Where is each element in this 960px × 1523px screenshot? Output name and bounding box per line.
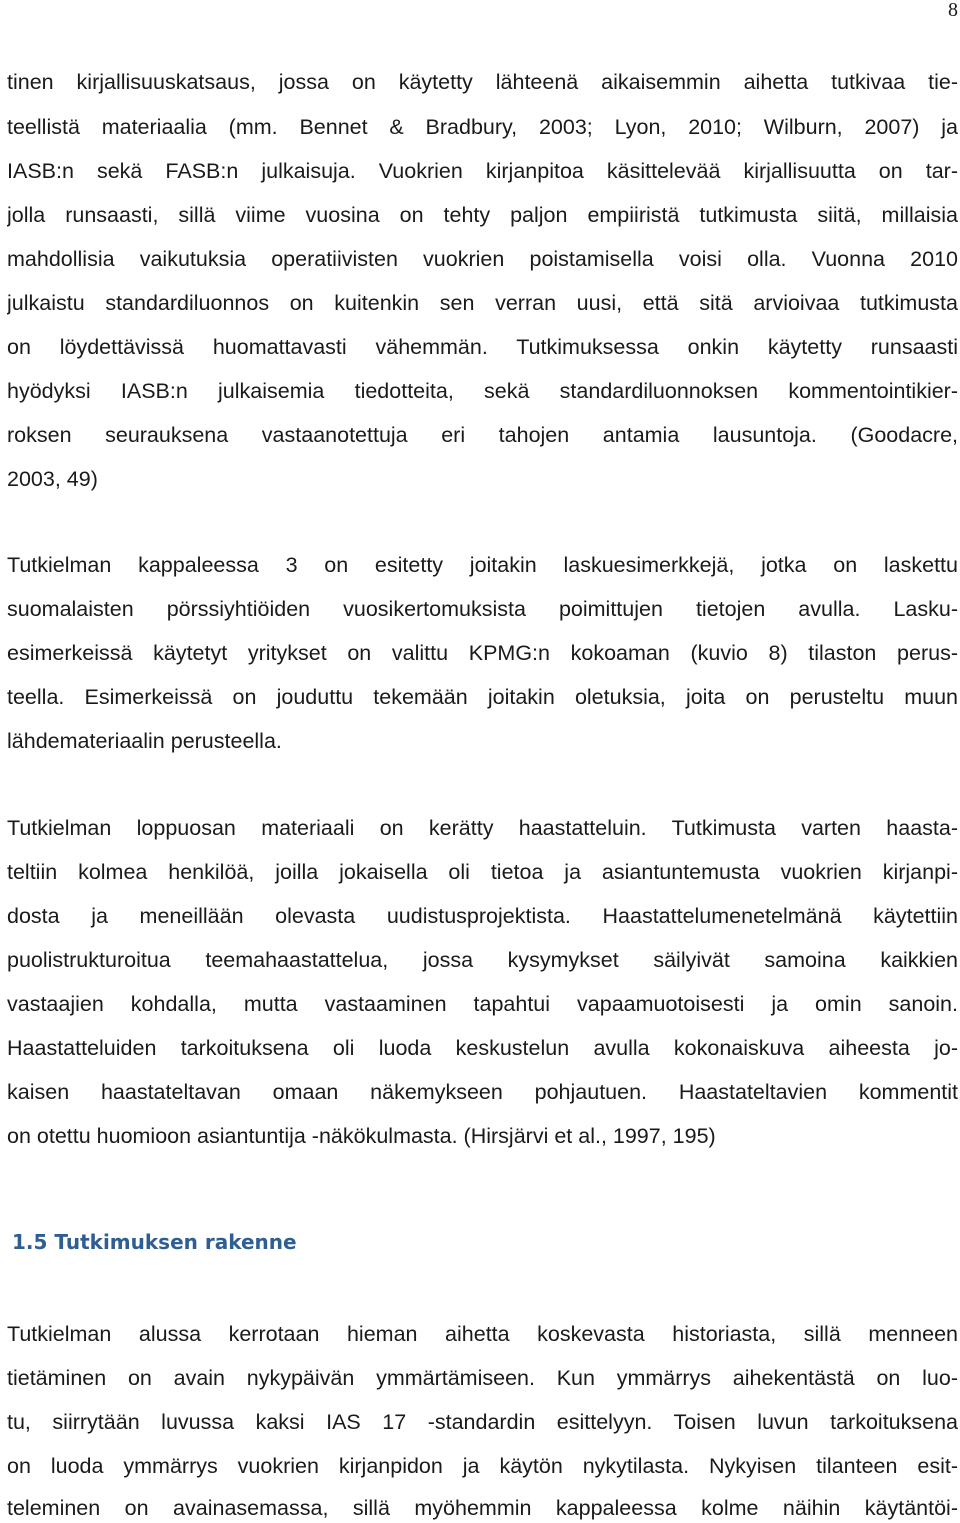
text-line: 2003, 49)	[7, 467, 98, 491]
text-line: teella. Esimerkeissä on jouduttu tekemään joitakin oletuksia, joita on perusteltu muun	[7, 685, 958, 709]
text-line: kaisen haastateltavan omaan näkemykseen pohjautuen. Haastateltavien kommentit	[7, 1080, 958, 1104]
text-line: dosta ja meneillään olevasta uudistusprojektista. Haastattelumenetelmänä käytettiin	[7, 904, 958, 928]
text-line: mahdollisia vaikutuksia operatiivisten vuokrien poistamisella voisi olla. Vuonna 2010	[7, 247, 958, 271]
text-line: tietäminen on avain nykypäivän ymmärtämiseen. Kun ymmärrys aihekentästä on luo-	[7, 1366, 958, 1390]
text-line: Tutkielman kappaleessa 3 on esitetty joitakin laskuesimerkkejä, jotka on laskettu	[7, 553, 958, 577]
text-line: IASB:n sekä FASB:n julkaisuja. Vuokrien kirjanpitoa käsittelevää kirjallisuutta on tar-	[7, 159, 958, 183]
text-line: teellistä materiaalia (mm. Bennet & Bradbury, 2003; Lyon, 2010; Wilburn, 2007) ja	[7, 115, 958, 139]
text-line: hyödyksi IASB:n julkaisemia tiedotteita, sekä standardiluonnoksen kommentointikier-	[7, 379, 958, 403]
text-line: suomalaisten pörssiyhtiöiden vuosikertomuksista poimittujen tietojen avulla. Lasku-	[7, 597, 958, 621]
text-line: Haastatteluiden tarkoituksena oli luoda keskustelun avulla kokonaiskuva aiheesta jo-	[7, 1036, 958, 1060]
text-line: teleminen on avainasemassa, sillä myöhemmin kappaleessa kolme näihin käytäntöi-	[7, 1496, 958, 1520]
text-line: julkaistu standardiluonnos on kuitenkin sen verran uusi, että sitä arvioivaa tutkimusta	[7, 291, 958, 315]
text-line: Tutkielman alussa kerrotaan hieman aihetta koskevasta historiasta, sillä menneen	[7, 1322, 958, 1346]
text-line: teltiin kolmea henkilöä, joilla jokaisella oli tietoa ja asiantuntemusta vuokrien kirjanpi-	[7, 860, 958, 884]
text-line: on löydettävissä huomattavasti vähemmän. Tutkimuksessa onkin käytetty runsaasti	[7, 335, 958, 359]
text-line: tinen kirjallisuuskatsaus, jossa on käytetty lähteenä aikaisemmin aihetta tutkivaa tie-	[7, 70, 958, 94]
text-line: puolistrukturoitua teemahaastattelua, jossa kysymykset säilyivät samoina kaikkien	[7, 948, 958, 972]
text-line: vastaajien kohdalla, mutta vastaaminen tapahtui vapaamuotoisesti ja omin sanoin.	[7, 992, 958, 1016]
text-line: Tutkielman loppuosan materiaali on kerätty haastatteluin. Tutkimusta varten haasta-	[7, 816, 958, 840]
text-line: on otettu huomioon asiantuntija -näkökulmasta. (Hirsjärvi et al., 1997, 195)	[7, 1124, 716, 1148]
section-heading: 1.5 Tutkimuksen rakenne	[12, 1230, 297, 1254]
text-line: jolla runsaasti, sillä viime vuosina on tehty paljon empiiristä tutkimusta siitä, millaisia	[7, 203, 958, 227]
text-line: lähdemateriaalin perusteella.	[7, 729, 282, 753]
text-line: tu, siirrytään luvussa kaksi IAS 17 -standardin esittelyyn. Toisen luvun tarkoituksena	[7, 1410, 958, 1434]
text-line: roksen seurauksena vastaanotettuja eri tahojen antamia lausuntoja. (Goodacre,	[7, 423, 958, 447]
text-line: on luoda ymmärrys vuokrien kirjanpidon ja käytön nykytilasta. Nykyisen tilanteen esit-	[7, 1454, 958, 1478]
text-line: esimerkeissä käytetyt yritykset on valittu KPMG:n kokoaman (kuvio 8) tilaston perus-	[7, 641, 958, 665]
page-number: 8	[948, 0, 958, 21]
